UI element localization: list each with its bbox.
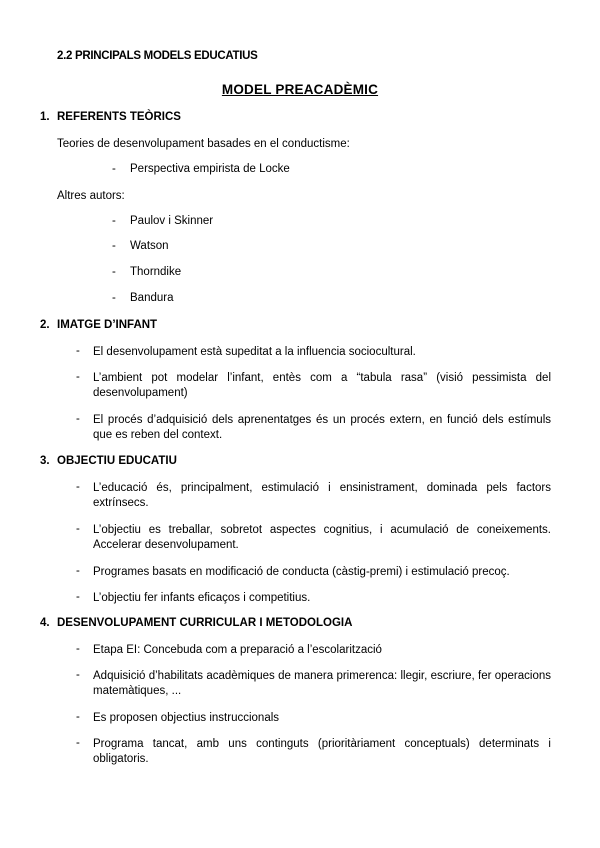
list-bullet: - (112, 163, 116, 175)
section-number: 1. (40, 111, 50, 123)
section-title: DESENVOLUPAMENT CURRICULAR I METODOLOGIA (57, 617, 353, 629)
list-bullet: - (76, 711, 80, 723)
list-item: Bandura (130, 292, 174, 304)
list-item: Programes basats en modificació de conducta (càstig-premi) i estimulació precoç. (93, 566, 510, 578)
list-item: Programa tancat, amb uns continguts (prioritàriament conceptuals) determinats i obligatoris. (93, 738, 551, 765)
chapter-heading: 2.2 PRINCIPALS MODELS EDUCATIUS (57, 50, 258, 62)
section-title: REFERENTS TEÒRICS (57, 111, 181, 123)
list-bullet: - (112, 266, 116, 278)
list-bullet: - (76, 371, 80, 383)
paragraph-text: Teories de desenvolupament basades en el conductisme: (57, 138, 350, 150)
list-bullet: - (76, 481, 80, 493)
list-bullet: - (112, 215, 116, 227)
paragraph-text: Altres autors: (57, 190, 125, 202)
list-item: El desenvolupament està supeditat a la influencia sociocultural. (93, 346, 416, 358)
section-title: IMATGE D’INFANT (57, 319, 158, 331)
list-item: Etapa EI: Concebuda com a preparació a l’escolarització (93, 644, 382, 656)
list-item: L’ambient pot modelar l’infant, entès com a “tabula rasa” (visió pessimista del desenvolupament) (93, 372, 551, 399)
list-item: L’objectiu fer infants eficaços i competitius. (93, 592, 311, 604)
section-number: 2. (40, 319, 50, 331)
list-item: L’educació és, principalment, estimulació i ensinistrament, dominada pels factors extrínsecs. (93, 482, 551, 509)
list-bullet: - (76, 413, 80, 425)
list-bullet: - (76, 345, 80, 357)
list-item: Perspectiva empirista de Locke (130, 163, 290, 175)
section-title: OBJECTIU EDUCATIU (57, 455, 177, 467)
list-item: Adquisició d’habilitats acadèmiques de manera primerenca: llegir, escriure, fer operacions matemàtiques, ... (93, 670, 551, 697)
list-bullet: - (112, 292, 116, 304)
list-bullet: - (112, 240, 116, 252)
list-item: El procés d’adquisició dels aprenentatges és un procés extern, en funció dels estímuls que es reben del context. (93, 414, 551, 441)
list-item: Watson (130, 240, 169, 252)
list-bullet: - (76, 591, 80, 603)
list-item: Thorndike (130, 266, 182, 278)
list-item: L’objectiu es treballar, sobretot aspectes cognitius, i acumulació de coneixements. Accelerar desenvolupament. (93, 524, 551, 551)
list-item: Paulov i Skinner (130, 215, 214, 227)
section-number: 4. (40, 617, 50, 629)
list-bullet: - (76, 565, 80, 577)
list-bullet: - (76, 737, 80, 749)
section-number: 3. (40, 455, 50, 467)
list-item: Es proposen objectius instruccionals (93, 712, 280, 724)
list-bullet: - (76, 643, 80, 655)
list-bullet: - (76, 669, 80, 681)
list-bullet: - (76, 523, 80, 535)
document-title: MODEL PREACADÈMIC (221, 82, 379, 97)
